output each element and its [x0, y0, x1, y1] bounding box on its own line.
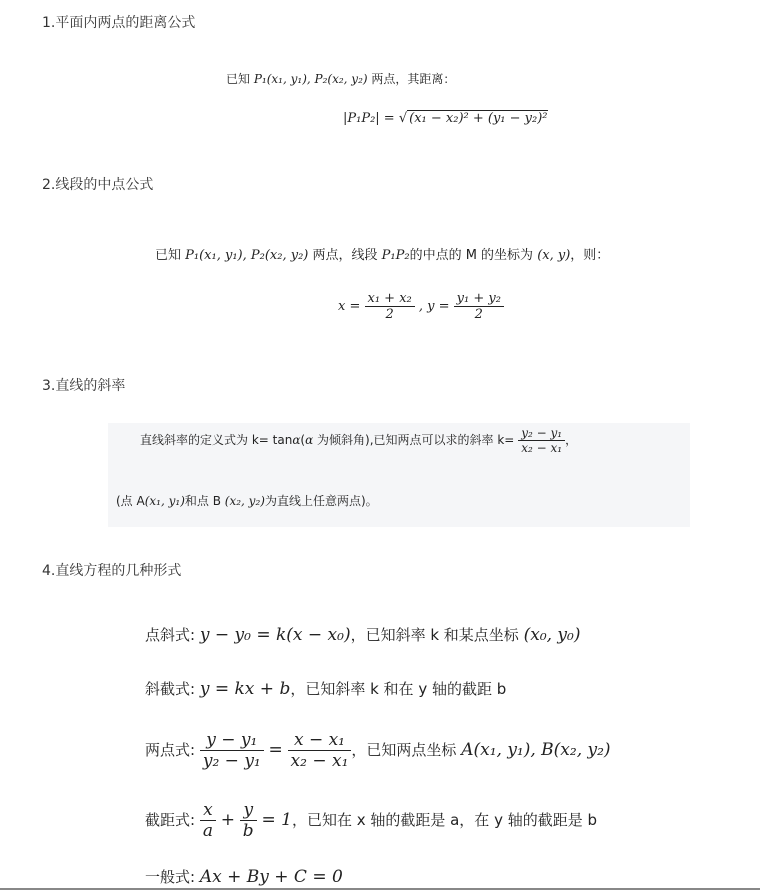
point-a-expression: (x₁, y₁) — [144, 494, 185, 508]
y-fraction — [454, 291, 504, 322]
two-point-form — [145, 730, 611, 771]
points-expression: P₁(x₁, y₁), P₂(x₂, y₂) — [185, 248, 309, 263]
slope-note — [116, 492, 378, 509]
known-text: 已知 — [226, 72, 251, 86]
distance-rhs: (x₁ − x₂)² + (y₁ − y₂)² — [409, 111, 548, 126]
point-slope-form — [145, 624, 581, 645]
point-slope-label: 点斜式: — [145, 626, 196, 644]
intercept-den-y: b — [242, 821, 254, 841]
section-1-heading: 1.平面内两点的距离公式 — [42, 15, 196, 31]
segment-expression: P₁P₂ — [381, 248, 410, 263]
distance-formula — [343, 111, 548, 126]
slope-text-b: ( — [300, 433, 306, 447]
sqrt-symbol: √ — [398, 111, 408, 126]
x-lhs: x = — [338, 299, 361, 314]
slope-intercept-label: 斜截式: — [145, 680, 196, 698]
section-3-heading: 3.直线的斜率 — [42, 378, 126, 394]
point-slope-desc: ，已知斜率 k 和某点坐标 — [350, 626, 519, 644]
general-formula: Ax + By + C = 0 — [199, 867, 343, 887]
slope-numerator: y₂ − y₁ — [518, 426, 565, 441]
point-b-expression: (x₂, y₂) — [224, 494, 265, 508]
y-numerator: y₁ + y₂ — [454, 291, 504, 307]
alpha-symbol-2: α — [305, 433, 314, 447]
slope-intercept-desc: ，已知斜率 k 和在 y 轴的截距 b — [290, 680, 507, 698]
two-point-num-x: x − x₁ — [288, 730, 352, 751]
two-point-points: A(x₁, y₁), B(x₂, y₂) — [461, 740, 611, 760]
intercept-num-y: y — [240, 800, 257, 821]
general-label: 一般式: — [145, 868, 196, 886]
slope-comma: ， — [565, 433, 578, 447]
distance-premise — [226, 70, 455, 87]
coord-expression: (x, y) — [537, 248, 571, 263]
midpoint-premise — [155, 244, 609, 263]
points-expression: P₁(x₁, y₁), P₂(x₂, y₂) — [253, 72, 368, 86]
intercept-fraction-x — [200, 800, 216, 841]
note-text-a: (点 A — [116, 494, 145, 508]
premise-end: ，则： — [570, 248, 610, 263]
bottom-divider — [0, 888, 760, 890]
slope-text-a: 直线斜率的定义式为 k= tan — [140, 433, 293, 447]
slope-intercept-form — [145, 678, 506, 699]
x-fraction — [365, 291, 415, 322]
y-lhs: , y = — [418, 299, 450, 314]
two-point-fraction-y — [200, 730, 264, 771]
intercept-fraction-y — [240, 800, 257, 841]
two-point-den-x: x₂ − x₁ — [290, 751, 349, 771]
y-denominator: 2 — [474, 307, 483, 322]
two-point-fraction-x — [288, 730, 352, 771]
intercept-num-x: x — [200, 800, 216, 821]
section-2-heading: 2.线段的中点公式 — [42, 177, 154, 193]
intercept-den-x: a — [202, 821, 213, 841]
premise-middle: 两点，线段 — [312, 248, 378, 263]
alpha-symbol: α — [292, 433, 301, 447]
two-point-den-y: y₂ − y₁ — [202, 751, 261, 771]
distance-lhs: |P₁P₂| = — [343, 111, 395, 126]
two-point-equals: = — [268, 740, 283, 760]
slope-denominator: x₂ − x₁ — [521, 441, 563, 455]
general-form — [145, 866, 343, 887]
two-point-desc: ，已知两点坐标 — [351, 741, 457, 759]
intercept-label: 截距式: — [145, 811, 196, 829]
slope-text-c: 为倾斜角),已知两点可以求的斜率 k= — [317, 433, 515, 447]
note-text-b: 和点 B — [184, 494, 221, 508]
x-denominator: 2 — [385, 307, 394, 322]
slope-definition — [140, 426, 577, 455]
section-4-heading: 4.直线方程的几种形式 — [42, 563, 182, 579]
note-text-c: 为直线上任意两点)。 — [264, 494, 378, 508]
intercept-desc: ，已知在 x 轴的截距是 a，在 y 轴的截距是 b — [291, 811, 598, 829]
intercept-plus: + — [220, 810, 236, 830]
two-point-label: 两点式: — [145, 741, 196, 759]
premise-tail: 的中点的 M 的坐标为 — [409, 248, 534, 263]
two-point-num-y: y − y₁ — [200, 730, 264, 751]
intercept-equals: = 1 — [261, 810, 292, 830]
slope-fraction — [518, 426, 565, 455]
slope-intercept-formula: y = kx + b — [199, 679, 291, 699]
known-text: 已知 — [155, 248, 182, 263]
point-slope-formula: y − y₀ = k(x − x₀) — [199, 625, 351, 645]
point-slope-point: (x₀, y₀) — [523, 625, 581, 645]
x-numerator: x₁ + x₂ — [365, 291, 415, 307]
intercept-form — [145, 800, 597, 841]
premise-tail: 两点，其距离： — [371, 72, 456, 86]
midpoint-formula — [338, 291, 504, 322]
